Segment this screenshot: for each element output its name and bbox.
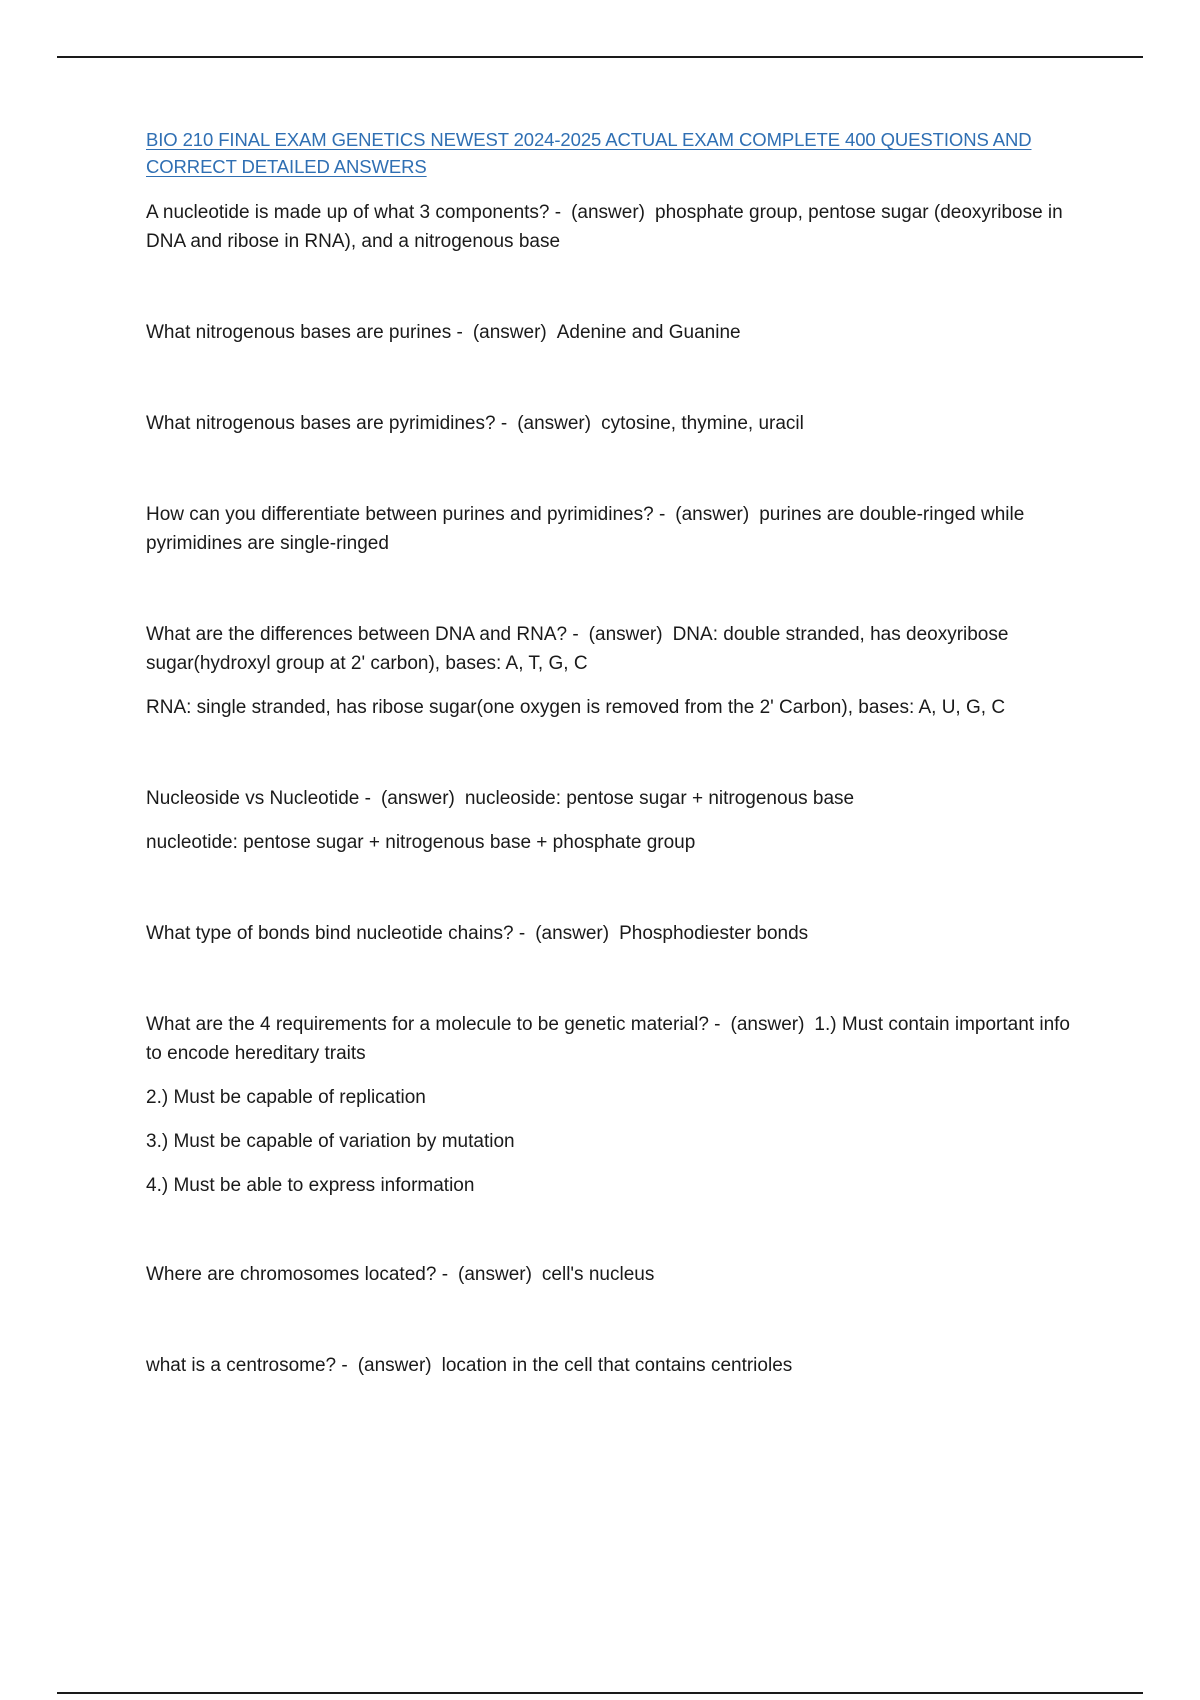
qa-item (146, 784, 1076, 857)
answer-continuation: 2.) Must be capable of replication (146, 1087, 426, 1108)
answer-tag: (answer) (675, 504, 750, 525)
answer-text: nucleoside: pentose sugar + nitrogenous base (464, 788, 855, 809)
top-rule (57, 56, 1143, 58)
question-text: What nitrogenous bases are pyrimidines? - (146, 413, 508, 434)
answer-tag: (answer) (517, 413, 592, 434)
qa-item (146, 620, 1076, 722)
question-text: Nucleoside vs Nucleotide - (146, 788, 371, 809)
answer-continuation: 3.) Must be capable of variation by mutation (146, 1131, 515, 1152)
answer-text: Phosphodiester bonds (619, 923, 809, 944)
answer-tag: (answer) (458, 1264, 532, 1285)
answer-text: DNA: double stranded, has deoxyribose sugar(hydroxyl group at 2' carbon), bases: A, T, G, C (146, 624, 1009, 674)
qa-line (146, 620, 1076, 678)
qa-item (146, 919, 1076, 948)
qa-item (146, 1351, 1076, 1380)
answer-text: Adenine and Guanine (556, 322, 741, 343)
qa-line (146, 409, 1076, 438)
question-text: What type of bonds bind nucleotide chains? - (146, 923, 526, 944)
answer-tag: (answer) (535, 923, 610, 944)
answer-continuation: nucleotide: pentose sugar + nitrogenous base + phosphate group (146, 832, 696, 853)
question-text: How can you differentiate between purines and pyrimidines? - (146, 504, 666, 525)
qa-item (146, 1260, 1076, 1289)
answer-continuation: 4.) Must be able to express information (146, 1175, 475, 1196)
answer-continuation: RNA: single stranded, has ribose sugar(one oxygen is removed from the 2' Carbon), bases: A, U, G, C (146, 697, 1006, 718)
document-body (146, 126, 1076, 1380)
answer-tag: (answer) (357, 1355, 432, 1376)
qa-item (146, 409, 1076, 438)
answer-tag: (answer) (380, 788, 455, 809)
answer-text: 1.) Must contain important info to encode hereditary traits (146, 1014, 1070, 1064)
bottom-rule (57, 1692, 1143, 1694)
answer-text: phosphate group, pentose sugar (deoxyribose in DNA and ribose in RNA), and a nitrogenous base (146, 202, 1063, 252)
document-title-link[interactable]: BIO 210 FINAL EXAM GENETICS NEWEST 2024-2025 ACTUAL EXAM COMPLETE 400 QUESTIONS AND CORRECT DETAILED ANSWERS (146, 129, 1032, 177)
qa-line (146, 318, 1076, 347)
qa-item (146, 500, 1076, 558)
question-text: what is a centrosome? - (146, 1355, 348, 1376)
qa-line (146, 784, 1076, 813)
qa-line (146, 198, 1076, 256)
answer-text: cytosine, thymine, uracil (601, 413, 804, 434)
answer-tag: (answer) (472, 322, 547, 343)
question-text: What are the differences between DNA and RNA? - (146, 624, 579, 645)
qa-line (146, 1260, 1076, 1289)
qa-item (146, 1010, 1076, 1200)
qa-line (146, 1010, 1076, 1068)
answer-tag: (answer) (730, 1014, 805, 1035)
question-text: A nucleotide is made up of what 3 components? - (146, 202, 562, 223)
qa-item (146, 318, 1076, 347)
answer-tag: (answer) (571, 202, 645, 223)
qa-line (146, 1351, 1076, 1380)
answer-text: cell's nucleus (541, 1264, 655, 1285)
answer-tag: (answer) (588, 624, 663, 645)
qa-list (146, 198, 1076, 1380)
qa-item (146, 198, 1076, 256)
answer-text: location in the cell that contains centrioles (441, 1355, 793, 1376)
answer-text: purines are double-ringed while pyrimidines are single-ringed (146, 504, 1025, 554)
question-text: What nitrogenous bases are purines - (146, 322, 463, 343)
question-text: Where are chromosomes located? - (146, 1264, 449, 1285)
question-text: What are the 4 requirements for a molecule to be genetic material? - (146, 1014, 721, 1035)
qa-line (146, 919, 1076, 948)
qa-line (146, 500, 1076, 558)
